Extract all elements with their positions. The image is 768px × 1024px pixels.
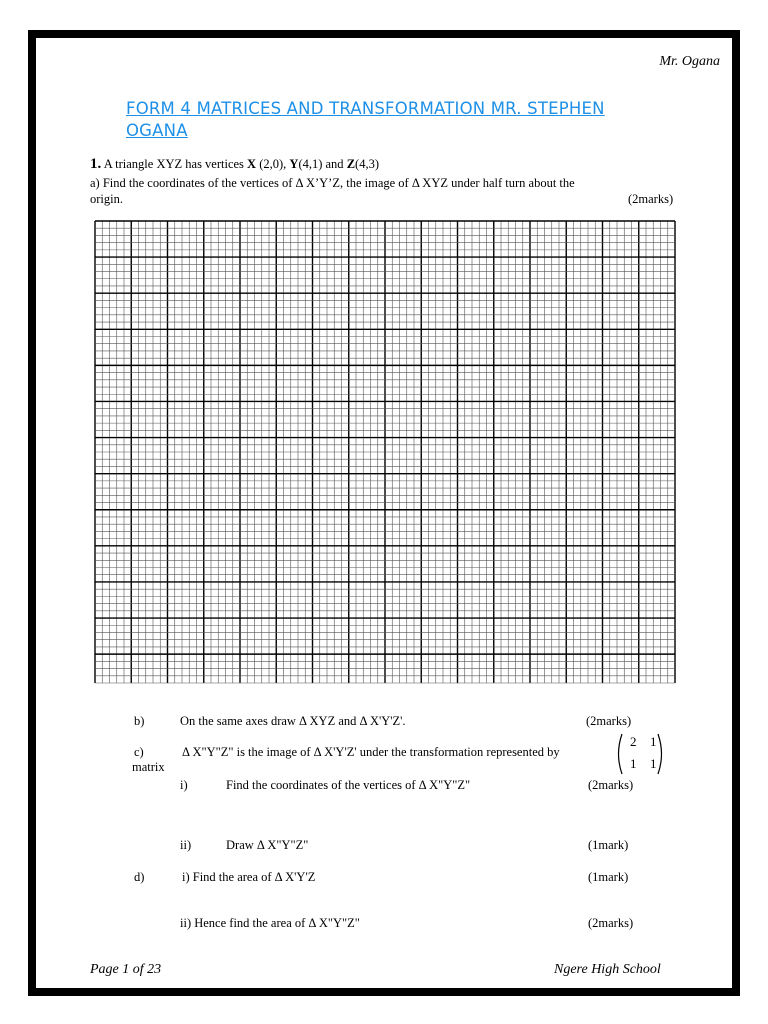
page-title: FORM 4 MATRICES AND TRANSFORMATION MR. STEPHEN OGANA — [126, 99, 605, 140]
page-frame — [28, 30, 740, 996]
part-b-marks: (2marks) — [586, 714, 632, 728]
part-b-text: On the same axes draw Δ XYZ and Δ X'Y'Z'. — [180, 714, 406, 728]
part-d-label: d) — [134, 870, 145, 884]
part-d-i-marks: (1mark) — [588, 870, 629, 884]
graph-paper-grid — [94, 220, 676, 684]
footer-page-number: Page 1 of 23 — [90, 962, 162, 977]
matrix-c: 1 — [630, 756, 637, 771]
part-c-text: Δ X"Y"Z" is the image of Δ X'Y'Z' under the transformation represented by — [182, 745, 560, 759]
part-c-label: c) — [134, 745, 144, 759]
part-c-ii-text: Draw Δ X"Y"Z" — [226, 838, 309, 852]
part-a-marks: (2marks) — [628, 192, 674, 206]
transformation-matrix — [614, 732, 666, 776]
vertex-x-name: X — [247, 157, 257, 171]
footer-school-name: Ngere High School — [554, 962, 661, 977]
part-d-ii-text: ii) Hence find the area of Δ X"Y"Z" — [180, 916, 360, 930]
matrix-d: 1 — [650, 756, 657, 771]
part-d-i-text: i) Find the area of Δ X'Y'Z — [182, 870, 316, 884]
vertex-y-coord: (4,1) and — [298, 157, 344, 171]
part-a-text-line2: origin. — [90, 192, 123, 206]
author-header: Mr. Ogana — [659, 54, 720, 69]
part-d-ii-marks: (2marks) — [588, 916, 634, 930]
part-c-i-text: Find the coordinates of the vertices of Δ X"Y"Z" — [226, 778, 471, 792]
question-1-intro — [90, 156, 379, 173]
question-intro-text: A triangle XYZ has vertices — [103, 157, 244, 171]
part-c-ii-marks: (1mark) — [588, 838, 629, 852]
part-c-ii-label: ii) — [180, 838, 192, 852]
part-c-i-marks: (2marks) — [588, 778, 634, 792]
part-a-text-line1: a) Find the coordinates of the vertices of Δ X’Y’Z, the image of Δ XYZ under half turn about the — [90, 176, 575, 190]
part-c-i-label: i) — [180, 778, 188, 792]
part-c-matrix-word: matrix — [132, 760, 165, 774]
matrix-b: 1 — [650, 734, 657, 749]
vertex-x-coord: (2,0), — [259, 157, 287, 171]
question-number: 1. — [90, 156, 102, 172]
vertex-z-name: Z — [346, 157, 356, 171]
part-b-label: b) — [134, 714, 145, 728]
matrix-a: 2 — [630, 734, 637, 749]
vertex-y-name: Y — [289, 157, 299, 171]
matrix-brackets — [614, 732, 666, 776]
vertex-z-coord: (4,3) — [355, 157, 379, 171]
